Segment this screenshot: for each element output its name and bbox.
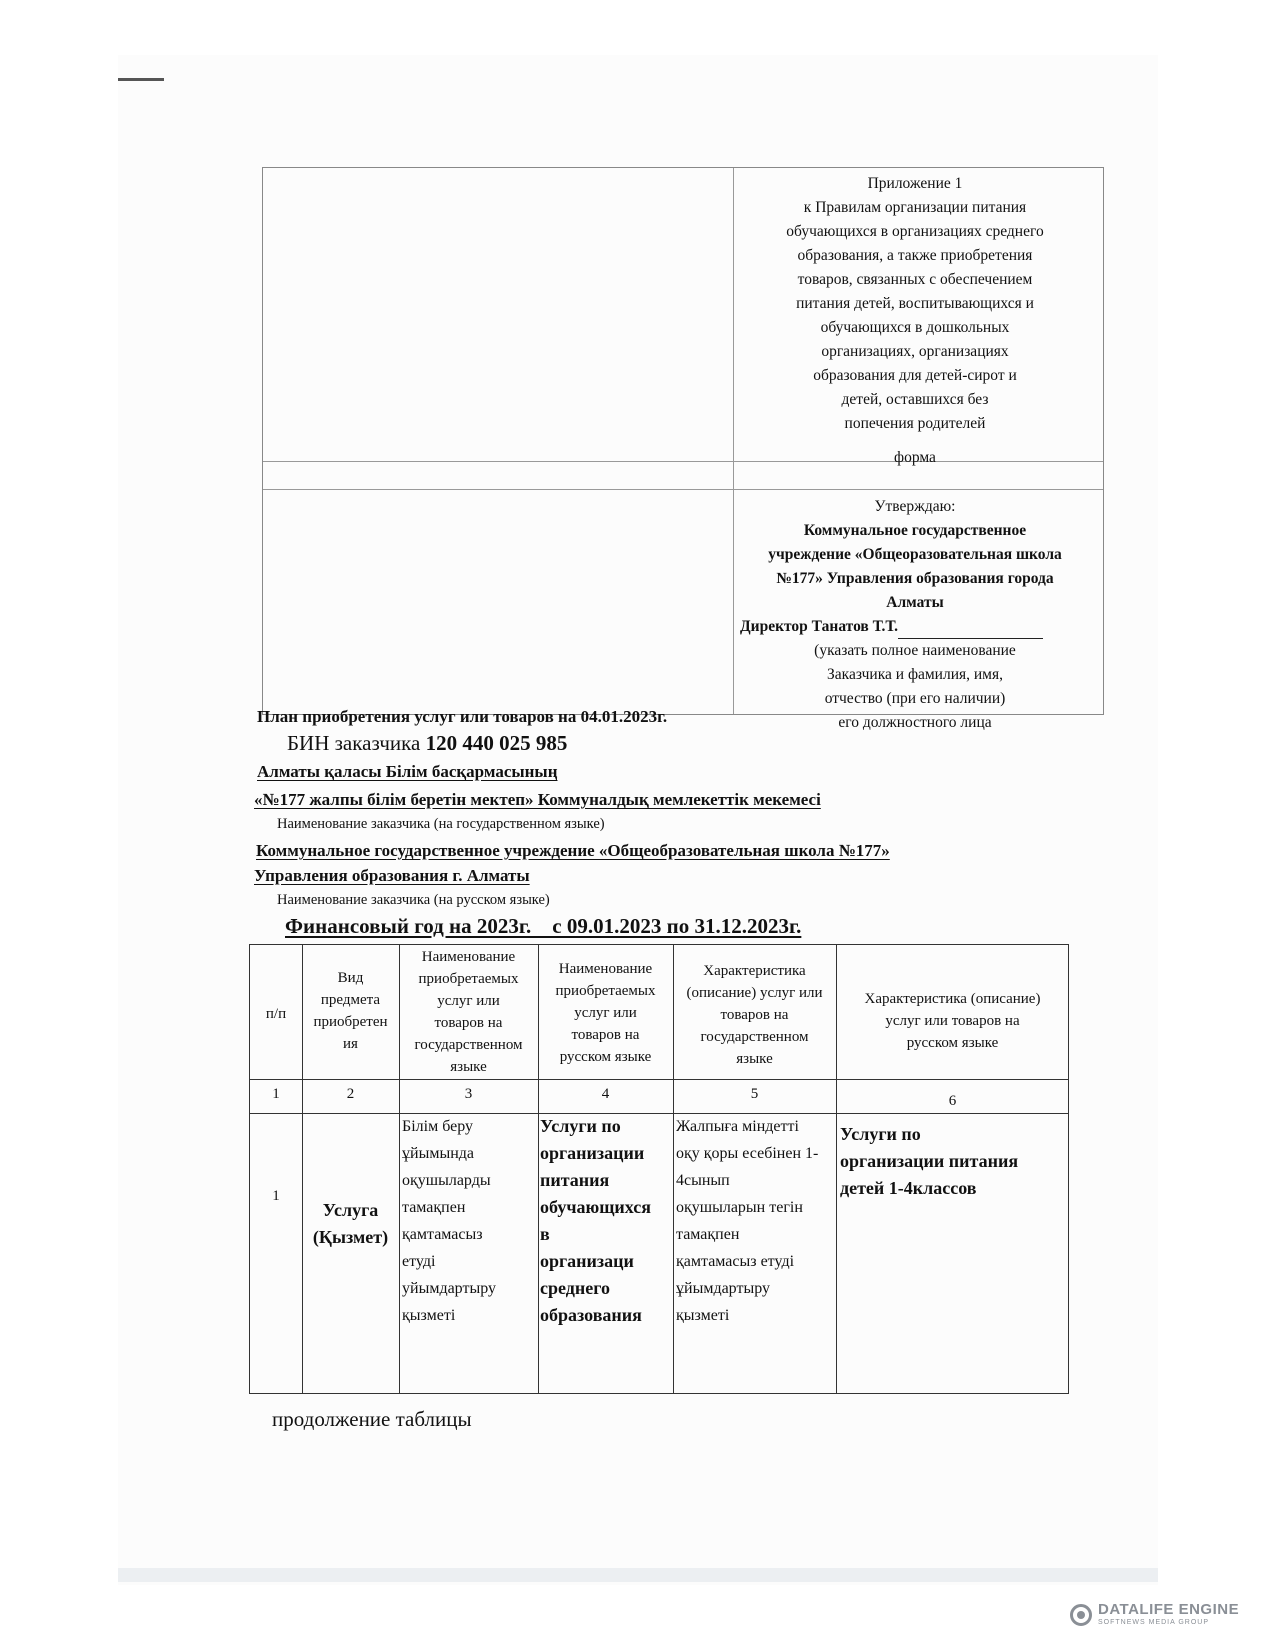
appendix-line: Приложение 1 [867, 175, 963, 192]
service-kind: Услуга (Қызмет) [312, 1200, 389, 1247]
approval-note-line: отчество (при его наличии) [824, 690, 1006, 707]
column-number: 5 [750, 1086, 759, 1102]
appendix-line: к Правилам организации питания [803, 199, 1027, 216]
customer-name-ru-line2: Управления образования г. Алматы [254, 866, 530, 885]
director-name: Директор Танатов Т.Т. [740, 618, 899, 635]
table-header-cell: Наименование приобретаемых услуг или товаров на русском языке [555, 961, 656, 1065]
signature-blank [898, 620, 1043, 639]
plan-title: План приобретения услуг или товаров на 04.01.2023г. [257, 707, 668, 726]
appendix-line: образования, а также приобретения [797, 247, 1033, 264]
watermark-name: DATALIFE ENGINE [1098, 1601, 1240, 1618]
customer-name-ru-caption: Наименование заказчика (на русском языке) [277, 892, 550, 908]
appendix-line: образования для детей-сирот и [813, 367, 1017, 384]
customer-name-kz-line2: «№177 жалпы білім беретін мектеп» Коммуналдық мемлекеттік мекемесі [254, 790, 821, 809]
approval-org-line: Алматы [886, 594, 944, 611]
service-name-ru: Услуги по организации питания обучающихся в организаци среднего образования [540, 1116, 651, 1325]
column-number: 2 [346, 1086, 355, 1102]
appendix-line: детей, оставшихся без [841, 391, 989, 408]
appendix-line: организациях, организациях [821, 343, 1009, 360]
director-signature-line [735, 615, 1095, 639]
appendix-line: попечения родителей [844, 415, 986, 432]
row-number: 1 [272, 1188, 280, 1204]
bin-value: 120 440 025 985 [425, 731, 568, 755]
appendix-block [735, 172, 1095, 436]
customer-name-kz-caption: Наименование заказчика (на государственном языке) [277, 816, 605, 832]
watermark-tagline: SOFTNEWS MEDIA GROUP [1098, 1619, 1210, 1626]
table-header-cell: Вид предмета приобретен ия [313, 970, 388, 1052]
scan-mark [118, 78, 164, 81]
table-header-cell: п/п [265, 1006, 287, 1022]
appendix-line: товаров, связанных с обеспечением [797, 271, 1033, 288]
approval-org-line: учреждение «Общеоразовательная школа [768, 546, 1062, 563]
appendix-line: обучающихся в организациях среднего [786, 223, 1044, 240]
service-desc-kz: Жалпыға міндетті оқу қоры есебінен 1- 4сынып оқушыларын тегін тамақпен қамтамасыз етуді ұйымдартыру қызметі [676, 1118, 819, 1324]
scan-edge [118, 1568, 1158, 1582]
appendix-line: обучающихся в дошкольных [820, 319, 1010, 336]
column-number: 3 [464, 1086, 473, 1102]
approval-note-line: (указать полное наименование [814, 642, 1016, 659]
fiscal-year: Финансовый год на 2023г. с 09.01.2023 по 31.12.2023г. [285, 914, 802, 938]
approval-note-line: его должностного лица [838, 714, 992, 731]
column-number: 4 [601, 1086, 610, 1102]
appendix-line: питания детей, воспитывающихся и [796, 295, 1034, 312]
bin-label: БИН заказчика [287, 731, 421, 755]
datalife-logo-icon [1070, 1604, 1092, 1626]
customer-name-ru-line1: Коммунальное государственное учреждение «Общеобразовательная школа №177» [256, 841, 890, 860]
table-header-cell: Характеристика (описание) услуг или товаров на государственном языке [686, 963, 823, 1067]
table-continuation-note: продолжение таблицы [272, 1407, 472, 1431]
service-name-kz: Білім беру ұйымында оқушыларды тамақпен қамтамасыз етуді уйымдартыру қызметі [402, 1118, 496, 1324]
service-desc-ru: Услуги по организации питания детей 1-4классов [840, 1124, 1019, 1198]
column-number: 6 [948, 1093, 957, 1109]
approval-title: Утверждаю: [874, 498, 956, 515]
approval-org-line: №177» Управления образования города [776, 570, 1054, 587]
bin-line [287, 731, 567, 756]
approval-block [735, 495, 1095, 735]
table-header-cell: Характеристика (описание) услуг или товаров на русском языке [864, 991, 1041, 1051]
column-number: 1 [272, 1086, 280, 1102]
approval-org-line: Коммунальное государственное [803, 522, 1027, 539]
form-label: форма [894, 449, 936, 466]
datalife-watermark [1070, 1602, 1239, 1627]
approval-note-line: Заказчика и фамилия, имя, [827, 666, 1003, 683]
customer-name-kz-line1: Алматы қаласы Білім басқармасының [257, 762, 558, 781]
table-header-cell: Наименование приобретаемых услуг или товаров на государственном языке [414, 949, 523, 1075]
